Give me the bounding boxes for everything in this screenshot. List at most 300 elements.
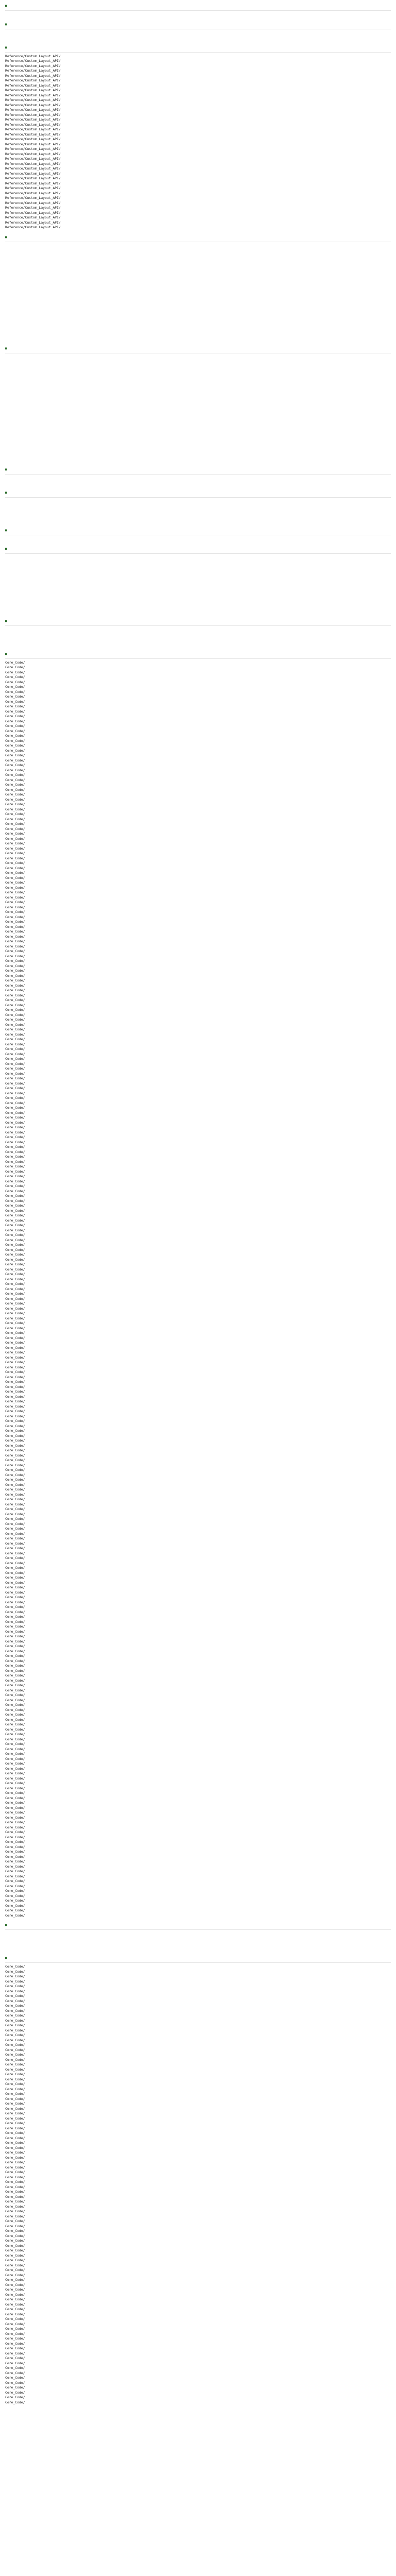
link-entry bbox=[5, 1301, 391, 1307]
entry-file-path: Core_Code/ bbox=[5, 773, 25, 777]
link-entry bbox=[5, 438, 391, 443]
link-entry bbox=[5, 2214, 391, 2219]
entry-file-path: Core_Code/ bbox=[5, 1012, 25, 1017]
link-entry bbox=[5, 176, 391, 181]
entry-file-path: Core_Code/ bbox=[5, 1189, 25, 1193]
link-entry bbox=[5, 132, 391, 138]
link-entry bbox=[5, 851, 391, 856]
entry-file-path: Core_Code/ bbox=[5, 1213, 25, 1217]
link-entry bbox=[5, 1223, 391, 1228]
entry-file-path: Core_Code/ bbox=[5, 963, 25, 968]
entry-file-path: Core_Code/ bbox=[5, 2376, 25, 2380]
entry-file-path: Core_Code/ bbox=[5, 1458, 25, 1462]
entry-file-path: Core_Code/ bbox=[5, 1468, 25, 1472]
entry-file-path: Core_Code/ bbox=[5, 1110, 25, 1115]
entry-file-path: Reference/Custom_Layout_API/ bbox=[5, 132, 61, 137]
entry-file-path: Core_Code/ bbox=[5, 2092, 25, 2096]
link-entry bbox=[5, 384, 391, 389]
link-entry bbox=[5, 802, 391, 807]
entry-file-path: Core_Code/ bbox=[5, 2096, 25, 2101]
link-entry bbox=[5, 1321, 391, 1326]
entry-file-path: Core_Code/ bbox=[5, 709, 25, 714]
link-entry bbox=[5, 93, 391, 98]
entry-file-path: Core_Code/ bbox=[5, 1423, 25, 1428]
link-entry bbox=[5, 1106, 391, 1111]
link-entry bbox=[5, 1487, 391, 1493]
link-entry bbox=[5, 1757, 391, 1762]
entry-file-path: Core_Code/ bbox=[5, 841, 25, 845]
link-entry bbox=[5, 1072, 391, 1077]
entry-file-path: Core_Code/ bbox=[5, 1066, 25, 1071]
section-bullet-icon: ■ bbox=[5, 234, 7, 239]
link-entry bbox=[5, 709, 391, 715]
entry-file-path: Core_Code/ bbox=[5, 1003, 25, 1007]
link-entry bbox=[5, 253, 391, 259]
entry-file-path: Core_Code/ bbox=[5, 1893, 25, 1898]
link-entry bbox=[5, 1507, 391, 1512]
link-entry bbox=[5, 1786, 391, 1791]
entry-file-path: Core_Code/ bbox=[5, 1654, 25, 1658]
entry-file-path: Core_Code/ bbox=[5, 1830, 25, 1834]
link-entry bbox=[5, 206, 391, 211]
link-entry bbox=[5, 1160, 391, 1165]
entry-file-path: Core_Code/ bbox=[5, 2062, 25, 2066]
link-entry bbox=[5, 2160, 391, 2165]
link-entry bbox=[5, 1326, 391, 1331]
link-section bbox=[5, 1922, 391, 1951]
entry-file-path: Core_Code/ bbox=[5, 1859, 25, 1863]
link-entry bbox=[5, 297, 391, 302]
link-entry bbox=[5, 1517, 391, 1522]
link-entry bbox=[5, 1189, 391, 1194]
link-entry bbox=[5, 1688, 391, 1693]
link-entry bbox=[5, 1008, 391, 1013]
entry-file-path: Reference/Custom_Layout_API/ bbox=[5, 73, 61, 78]
link-entry bbox=[5, 1869, 391, 1874]
entry-file-path: Core_Code/ bbox=[5, 2331, 25, 2336]
entry-file-path: Core_Code/ bbox=[5, 1722, 25, 1726]
link-entry bbox=[5, 113, 391, 118]
link-entry bbox=[5, 1493, 391, 1498]
entry-file-path: Core_Code/ bbox=[5, 866, 25, 870]
link-entry bbox=[5, 278, 391, 283]
link-entry bbox=[5, 2248, 391, 2253]
entry-file-path: Core_Code/ bbox=[5, 1761, 25, 1766]
entry-file-path: Core_Code/ bbox=[5, 2053, 25, 2057]
link-entry bbox=[5, 1556, 391, 1561]
link-entry bbox=[5, 1341, 391, 1346]
entry-file-path: Core_Code/ bbox=[5, 1840, 25, 1844]
link-entry bbox=[5, 1179, 391, 1184]
link-entry bbox=[5, 1380, 391, 1385]
link-entry bbox=[5, 481, 391, 486]
link-entry bbox=[5, 123, 391, 128]
entry-file-path: Core_Code/ bbox=[5, 1507, 25, 1511]
link-entry bbox=[5, 1468, 391, 1473]
entry-file-path: Core_Code/ bbox=[5, 1140, 25, 1144]
link-entry bbox=[5, 12, 391, 18]
link-entry bbox=[5, 1546, 391, 1551]
entry-file-path: Core_Code/ bbox=[5, 1874, 25, 1878]
link-entry bbox=[5, 1644, 391, 1649]
link-entry bbox=[5, 414, 391, 419]
link-entry bbox=[5, 1974, 391, 1979]
link-entry bbox=[5, 2244, 391, 2249]
section-heading bbox=[5, 1922, 391, 1928]
link-entry bbox=[5, 1679, 391, 1684]
section-heading bbox=[5, 467, 391, 473]
entry-file-path: Core_Code/ bbox=[5, 1448, 25, 1452]
link-entry bbox=[5, 1350, 391, 1355]
link-entry bbox=[5, 2116, 391, 2122]
entry-file-path: Core_Code/ bbox=[5, 1668, 25, 1673]
entry-file-path: Core_Code/ bbox=[5, 1482, 25, 1487]
entry-file-path: Core_Code/ bbox=[5, 832, 25, 836]
entry-file-path: Core_Code/ bbox=[5, 1703, 25, 1707]
link-entry bbox=[5, 1057, 391, 1062]
entry-file-path: Reference/Custom_Layout_API/ bbox=[5, 166, 61, 171]
link-entry bbox=[5, 595, 391, 600]
link-entry bbox=[5, 98, 391, 103]
section-bullet-icon: ■ bbox=[5, 1956, 7, 1960]
entry-file-path: Core_Code/ bbox=[5, 1801, 25, 1805]
entry-file-path: Reference/Custom_Layout_API/ bbox=[5, 151, 61, 156]
link-entry bbox=[5, 1316, 391, 1321]
entry-file-path: Core_Code/ bbox=[5, 836, 25, 841]
link-entry bbox=[5, 1042, 391, 1047]
entry-file-path: Reference/Custom_Layout_API/ bbox=[5, 181, 61, 185]
link-entry bbox=[5, 332, 391, 337]
link-entry bbox=[5, 399, 391, 404]
link-entry bbox=[5, 2381, 391, 2386]
link-entry bbox=[5, 763, 391, 768]
link-section bbox=[5, 45, 391, 230]
entry-file-path: Core_Code/ bbox=[5, 846, 25, 851]
link-entry bbox=[5, 433, 391, 438]
link-entry bbox=[5, 1101, 391, 1106]
link-entry bbox=[5, 394, 391, 399]
link-entry bbox=[5, 1600, 391, 1605]
entry-file-path: Reference/Custom_Layout_API/ bbox=[5, 83, 61, 88]
link-entry bbox=[5, 861, 391, 866]
link-entry bbox=[5, 1013, 391, 1018]
entry-file-path: Core_Code/ bbox=[5, 1257, 25, 1262]
link-entry bbox=[5, 1693, 391, 1698]
entry-file-path: Reference/Custom_Layout_API/ bbox=[5, 127, 61, 131]
link-entry bbox=[5, 1258, 391, 1263]
entry-file-path: Core_Code/ bbox=[5, 2136, 25, 2140]
entry-file-path: Reference/Custom_Layout_API/ bbox=[5, 176, 61, 180]
link-entry bbox=[5, 273, 391, 278]
entry-file-path: Core_Code/ bbox=[5, 2047, 25, 2052]
entry-file-path: Core_Code/ bbox=[5, 1198, 25, 1203]
entry-file-path: Core_Code/ bbox=[5, 1585, 25, 1589]
entry-file-path: Core_Code/ bbox=[5, 1512, 25, 1516]
link-entry bbox=[5, 88, 391, 93]
entry-file-path: Core_Code/ bbox=[5, 1155, 25, 1159]
entry-file-path: Core_Code/ bbox=[5, 2273, 25, 2277]
link-section bbox=[5, 528, 391, 542]
link-entry bbox=[5, 1140, 391, 1145]
entry-file-path: Core_Code/ bbox=[5, 2194, 25, 2199]
entry-file-path: Reference/Custom_Layout_API/ bbox=[5, 196, 61, 200]
entry-file-path: Core_Code/ bbox=[5, 2170, 25, 2174]
entry-file-path: Core_Code/ bbox=[5, 1179, 25, 1183]
link-entry bbox=[5, 428, 391, 433]
entry-file-path: Core_Code/ bbox=[5, 2175, 25, 2179]
entry-file-path: Core_Code/ bbox=[5, 973, 25, 978]
entry-file-path: Core_Code/ bbox=[5, 1394, 25, 1399]
entry-file-path: Core_Code/ bbox=[5, 1341, 25, 1345]
entry-file-path: Core_Code/ bbox=[5, 983, 25, 988]
link-entry bbox=[5, 1164, 391, 1170]
entry-file-path: Core_Code/ bbox=[5, 1688, 25, 1692]
entry-file-path: Core_Code/ bbox=[5, 910, 25, 914]
link-entry bbox=[5, 389, 391, 394]
entry-file-path: Reference/Custom_Layout_API/ bbox=[5, 200, 61, 205]
link-entry bbox=[5, 2391, 391, 2396]
link-entry bbox=[5, 2121, 391, 2126]
section-divider bbox=[5, 658, 391, 659]
link-entry bbox=[5, 1444, 391, 1449]
link-entry bbox=[5, 604, 391, 609]
entry-file-path: Core_Code/ bbox=[5, 2400, 25, 2404]
link-entry bbox=[5, 585, 391, 590]
link-entry bbox=[5, 157, 391, 162]
entry-file-path: Core_Code/ bbox=[5, 1267, 25, 1272]
link-entry bbox=[5, 1747, 391, 1752]
entry-file-path: Core_Code/ bbox=[5, 719, 25, 723]
entry-file-path: Core_Code/ bbox=[5, 1600, 25, 1604]
link-section bbox=[5, 490, 391, 524]
entry-file-path: Core_Code/ bbox=[5, 1879, 25, 1883]
entry-file-path: Core_Code/ bbox=[5, 2087, 25, 2091]
link-section bbox=[5, 346, 391, 463]
entry-file-path: Core_Code/ bbox=[5, 1091, 25, 1095]
entry-file-path: Core_Code/ bbox=[5, 1771, 25, 1775]
link-entry bbox=[5, 404, 391, 409]
link-entry bbox=[5, 1086, 391, 1091]
entry-file-path: Core_Code/ bbox=[5, 2018, 25, 2023]
link-entry bbox=[5, 2263, 391, 2268]
entry-file-path: Core_Code/ bbox=[5, 1673, 25, 1677]
entry-file-path: Core_Code/ bbox=[5, 2239, 25, 2243]
link-entry bbox=[5, 1262, 391, 1267]
link-entry bbox=[5, 1989, 391, 1994]
section-divider bbox=[5, 1929, 391, 1930]
entry-file-path: Core_Code/ bbox=[5, 2141, 25, 2145]
link-entry bbox=[5, 1840, 391, 1845]
entry-file-path: Core_Code/ bbox=[5, 787, 25, 792]
link-entry bbox=[5, 964, 391, 969]
link-entry bbox=[5, 1228, 391, 1233]
entry-file-path: Core_Code/ bbox=[5, 2268, 25, 2272]
entry-file-path: Reference/Custom_Layout_API/ bbox=[5, 171, 61, 176]
link-entry bbox=[5, 788, 391, 793]
entry-file-path: Core_Code/ bbox=[5, 728, 25, 733]
link-entry bbox=[5, 807, 391, 812]
link-entry bbox=[5, 258, 391, 263]
entry-file-path: Core_Code/ bbox=[5, 900, 25, 904]
link-entry bbox=[5, 1649, 391, 1654]
entry-file-path: Core_Code/ bbox=[5, 1135, 25, 1139]
entry-file-path: Core_Code/ bbox=[5, 1286, 25, 1291]
entry-file-path: Reference/Custom_Layout_API/ bbox=[5, 59, 61, 63]
entry-file-path: Core_Code/ bbox=[5, 856, 25, 860]
link-entry bbox=[5, 1336, 391, 1341]
entry-file-path: Core_Code/ bbox=[5, 1262, 25, 1266]
entry-file-path: Core_Code/ bbox=[5, 1698, 25, 1702]
entry-file-path: Core_Code/ bbox=[5, 1605, 25, 1609]
link-entry bbox=[5, 939, 391, 944]
entry-file-path: Reference/Custom_Layout_API/ bbox=[5, 215, 61, 219]
entry-file-path: Core_Code/ bbox=[5, 1527, 25, 1531]
entry-file-path: Core_Code/ bbox=[5, 2106, 25, 2111]
entry-file-path: Core_Code/ bbox=[5, 2361, 25, 2365]
link-entry bbox=[5, 1404, 391, 1410]
link-entry bbox=[5, 900, 391, 905]
section-heading bbox=[5, 3, 391, 9]
entry-file-path: Core_Code/ bbox=[5, 1781, 25, 1785]
link-entry bbox=[5, 1331, 391, 1336]
link-entry bbox=[5, 537, 391, 542]
link-entry bbox=[5, 1796, 391, 1801]
entry-file-path: Core_Code/ bbox=[5, 1619, 25, 1624]
entry-file-path: Core_Code/ bbox=[5, 1076, 25, 1080]
link-entry bbox=[5, 1894, 391, 1899]
link-section bbox=[5, 234, 391, 342]
section-divider bbox=[5, 1962, 391, 1963]
link-entry bbox=[5, 1233, 391, 1238]
link-entry bbox=[5, 2102, 391, 2107]
link-entry bbox=[5, 2361, 391, 2366]
link-entry bbox=[5, 998, 391, 1003]
link-entry bbox=[5, 2146, 391, 2151]
entry-file-path: Core_Code/ bbox=[5, 2390, 25, 2395]
entry-file-path: Core_Code/ bbox=[5, 1404, 25, 1409]
entry-file-path: Reference/Custom_Layout_API/ bbox=[5, 112, 61, 117]
link-entry bbox=[5, 2043, 391, 2048]
entry-file-path: Core_Code/ bbox=[5, 1742, 25, 1746]
entry-file-path: Reference/Custom_Layout_API/ bbox=[5, 225, 61, 229]
link-entry bbox=[5, 1248, 391, 1253]
entry-file-path: Core_Code/ bbox=[5, 1365, 25, 1369]
link-entry bbox=[5, 2293, 391, 2298]
entry-file-path: Core_Code/ bbox=[5, 1713, 25, 1717]
entry-file-path: Core_Code/ bbox=[5, 763, 25, 767]
link-section bbox=[5, 1955, 391, 2405]
entry-file-path: Core_Code/ bbox=[5, 680, 25, 684]
entry-file-path: Reference/Custom_Layout_API/ bbox=[5, 63, 61, 68]
link-entry bbox=[5, 1718, 391, 1723]
link-entry bbox=[5, 773, 391, 778]
entry-file-path: Core_Code/ bbox=[5, 2258, 25, 2262]
entry-file-path: Core_Code/ bbox=[5, 2165, 25, 2170]
entry-file-path: Core_Code/ bbox=[5, 1850, 25, 1854]
link-entry bbox=[5, 1434, 391, 1439]
entry-file-path: Core_Code/ bbox=[5, 675, 25, 679]
link-entry bbox=[5, 2229, 391, 2234]
entry-file-path: Core_Code/ bbox=[5, 1453, 25, 1458]
link-entry bbox=[5, 302, 391, 308]
link-section bbox=[5, 3, 391, 18]
link-entry bbox=[5, 1575, 391, 1581]
entry-file-path: Core_Code/ bbox=[5, 2253, 25, 2258]
link-entry bbox=[5, 1135, 391, 1140]
link-entry bbox=[5, 263, 391, 268]
entry-file-path: Core_Code/ bbox=[5, 2356, 25, 2360]
entry-file-path: Core_Code/ bbox=[5, 1125, 25, 1129]
link-entry bbox=[5, 1399, 391, 1404]
entry-file-path: Core_Code/ bbox=[5, 1184, 25, 1188]
entry-file-path: Core_Code/ bbox=[5, 993, 25, 997]
link-entry bbox=[5, 248, 391, 253]
entry-file-path: Core_Code/ bbox=[5, 660, 25, 665]
entry-file-path: Core_Code/ bbox=[5, 2321, 25, 2326]
entry-file-path: Core_Code/ bbox=[5, 826, 25, 831]
entry-file-path: Core_Code/ bbox=[5, 812, 25, 816]
link-entry bbox=[5, 925, 391, 930]
entry-file-path: Core_Code/ bbox=[5, 1022, 25, 1027]
entry-file-path: Core_Code/ bbox=[5, 1551, 25, 1555]
link-entry bbox=[5, 317, 391, 322]
link-entry bbox=[5, 1311, 391, 1316]
link-entry bbox=[5, 2312, 391, 2317]
link-entry bbox=[5, 1003, 391, 1008]
link-entry bbox=[5, 211, 391, 216]
entry-file-path: Core_Code/ bbox=[5, 802, 25, 806]
entry-file-path: Core_Code/ bbox=[5, 1810, 25, 1815]
link-entry bbox=[5, 1307, 391, 1312]
link-entry bbox=[5, 876, 391, 881]
link-entry bbox=[5, 336, 391, 342]
entry-file-path: Core_Code/ bbox=[5, 2023, 25, 2027]
link-entry bbox=[5, 2156, 391, 2161]
link-entry bbox=[5, 1463, 391, 1468]
section-divider bbox=[5, 553, 391, 554]
link-entry bbox=[5, 2307, 391, 2312]
entry-file-path: Reference/Custom_Layout_API/ bbox=[5, 69, 61, 73]
entry-file-path: Core_Code/ bbox=[5, 2351, 25, 2355]
link-entry bbox=[5, 2082, 391, 2087]
link-entry bbox=[5, 974, 391, 979]
link-entry bbox=[5, 162, 391, 167]
link-entry bbox=[5, 2327, 391, 2332]
link-entry bbox=[5, 1850, 391, 1855]
link-entry bbox=[5, 2028, 391, 2033]
entry-file-path: Core_Code/ bbox=[5, 1664, 25, 1668]
link-entry bbox=[5, 476, 391, 481]
link-entry bbox=[5, 1801, 391, 1806]
entry-file-path: Core_Code/ bbox=[5, 1541, 25, 1546]
link-entry bbox=[5, 837, 391, 842]
entry-file-path: Core_Code/ bbox=[5, 1149, 25, 1154]
entry-file-path: Core_Code/ bbox=[5, 1854, 25, 1859]
link-entry bbox=[5, 690, 391, 695]
link-entry bbox=[5, 221, 391, 226]
entry-file-path: Core_Code/ bbox=[5, 1208, 25, 1213]
link-entry bbox=[5, 1859, 391, 1865]
link-entry bbox=[5, 753, 391, 758]
entry-file-path: Core_Code/ bbox=[5, 1238, 25, 1242]
link-entry bbox=[5, 1360, 391, 1365]
link-entry bbox=[5, 2297, 391, 2302]
link-entry bbox=[5, 1732, 391, 1737]
entry-file-path: Core_Code/ bbox=[5, 2116, 25, 2121]
link-entry bbox=[5, 2322, 391, 2327]
entry-file-path: Core_Code/ bbox=[5, 1296, 25, 1301]
link-entry bbox=[5, 2278, 391, 2283]
